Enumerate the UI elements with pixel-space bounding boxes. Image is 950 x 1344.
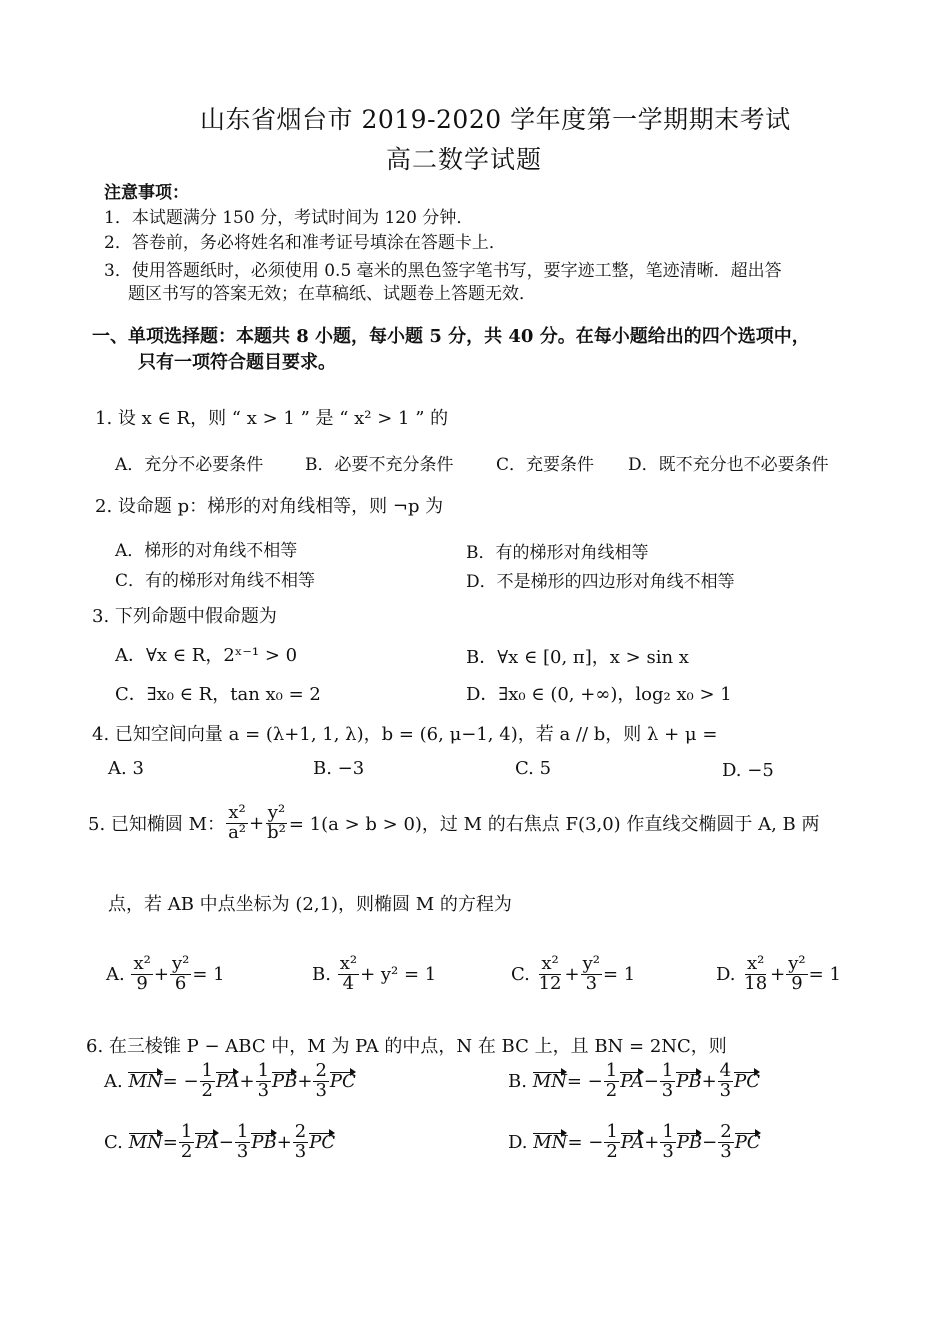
- question-6-stem: 6. 在三棱锥 P − ABC 中，M 为 PA 的中点，N 在 BC 上，且 BN = 2NC，则: [86, 1036, 727, 1057]
- q3-option-a: A．∀x ∈ R，2ˣ⁻¹ > 0: [115, 645, 298, 666]
- q1-option-a: A．充分不必要条件: [115, 455, 264, 475]
- note-item-3-cont: 题区书写的答案无效；在草稿纸、试题卷上答题无效．: [128, 284, 536, 304]
- q1-option-b: B．必要不充分条件: [305, 455, 454, 475]
- q2-option-b: B．有的梯形对角线相等: [466, 543, 649, 563]
- q5-option-b: B. $\frac{\text{x²}}{4}$ + y² = 1: [312, 953, 437, 994]
- q3-option-b: B．∀x ∈ [0, π]，x > sin x: [466, 647, 689, 668]
- exam-title: 山东省烟台市 2019-2020 学年度第一学期期末考试: [200, 105, 791, 134]
- section-heading-cont: 只有一项符合题目要求。: [138, 352, 336, 373]
- q3-option-d: D．∃x₀ ∈ (0, +∞)，log₂ x₀ > 1: [466, 684, 732, 705]
- q1-option-c: C．充要条件: [496, 455, 595, 475]
- q5-option-a: A. $\frac{\text{x²}}{9}$ + $\frac{\text{y²}}{6}$ = 1: [106, 953, 225, 994]
- q4-option-c: C. 5: [515, 758, 552, 779]
- q2-option-a: A．梯形的对角线不相等: [115, 541, 298, 561]
- notes-heading: 注意事项：: [104, 183, 189, 203]
- question-1-stem: 1. 设 x ∈ R，则 “ x > 1 ” 是 “ x² > 1 ” 的: [95, 408, 449, 429]
- q1-option-d: D．既不充分也不必要条件: [628, 455, 829, 475]
- q3-option-c: C．∃x₀ ∈ R，tan x₀ = 2: [115, 684, 321, 705]
- q5-stem-suffix: = 1(a > b > 0)，过 M 的右焦点 F(3,0) 作直线交椭圆于 A, B 两: [288, 814, 820, 836]
- question-5-stem: 5. 已知椭圆 M： $\frac{\text{x²}}{\text{a²}}$ + $\frac{\text{y²}}{\text{b²}}$ = 1(a > b > 0)，过 M 的右焦点 F(3,0) 作直线交椭圆于 A, B 两: [88, 802, 820, 843]
- q5-option-c: C. $\frac{\text{x²}}{12}$ + $\frac{\text{y²}}{3}$ = 1: [511, 953, 636, 994]
- q5-frac-x: $\frac{\text{x²}}{\text{a²}}$: [228, 802, 247, 843]
- note-item-3: 3．使用答题纸时，必须使用 0.5 毫米的黑色签字笔书写，要字迹工整，笔迹清晰．超出答: [104, 261, 782, 281]
- question-5-stem-line2: 点，若 AB 中点坐标为 (2,1)，则椭圆 M 的方程为: [108, 894, 512, 915]
- note-item-2: 2．答卷前，务必将姓名和准考证号填涂在答题卡上．: [104, 233, 506, 253]
- q2-option-c: C．有的梯形对角线不相等: [115, 571, 316, 591]
- exam-subtitle: 高二数学试题: [386, 145, 543, 174]
- q4-option-b: B. −3: [313, 758, 365, 779]
- q4-option-a: A. 3: [108, 758, 144, 779]
- q4-option-d: D. −5: [722, 760, 774, 781]
- q5-frac-y: $\frac{\text{y²}}{\text{b²}}$: [267, 802, 286, 843]
- question-2-stem: 2. 设命题 p：梯形的对角线相等，则 ¬p 为: [95, 496, 444, 517]
- question-3-stem: 3. 下列命题中假命题为: [92, 606, 277, 627]
- q5-option-d: D. $\frac{\text{x²}}{18}$ + $\frac{\text{y²}}{9}$ = 1: [716, 953, 841, 994]
- note-item-1: 1．本试题满分 150 分，考试时间为 120 分钟．: [104, 208, 474, 228]
- q6-option-d: D. MN = − $\frac{1}{2}$ PA + $\frac{1}{3}$ PB − $\frac{2}{3}$ PC: [508, 1121, 761, 1162]
- q6-option-c: C. MN = $\frac{1}{2}$ PA − $\frac{1}{3}$ PB + $\frac{2}{3}$ PC: [104, 1121, 336, 1162]
- section-heading: 一、单项选择题：本题共 8 小题，每小题 5 分，共 40 分。在每小题给出的四个选项中，: [92, 326, 810, 347]
- q6-option-b: B. MN = − $\frac{1}{2}$ PA − $\frac{1}{3}$ PB + $\frac{4}{3}$ PC: [508, 1060, 761, 1101]
- q2-option-d: D．不是梯形的四边形对角线不相等: [466, 572, 735, 592]
- q5-stem-prefix: 5. 已知椭圆 M：: [88, 814, 226, 836]
- q6-option-a: A. MN = − $\frac{1}{2}$ PA + $\frac{1}{3}$ PB + $\frac{2}{3}$ PC: [104, 1060, 356, 1101]
- question-4-stem: 4. 已知空间向量 a = (λ+1, 1, λ)，b = (6, μ−1, 4)，若 a // b，则 λ + μ =: [92, 724, 718, 745]
